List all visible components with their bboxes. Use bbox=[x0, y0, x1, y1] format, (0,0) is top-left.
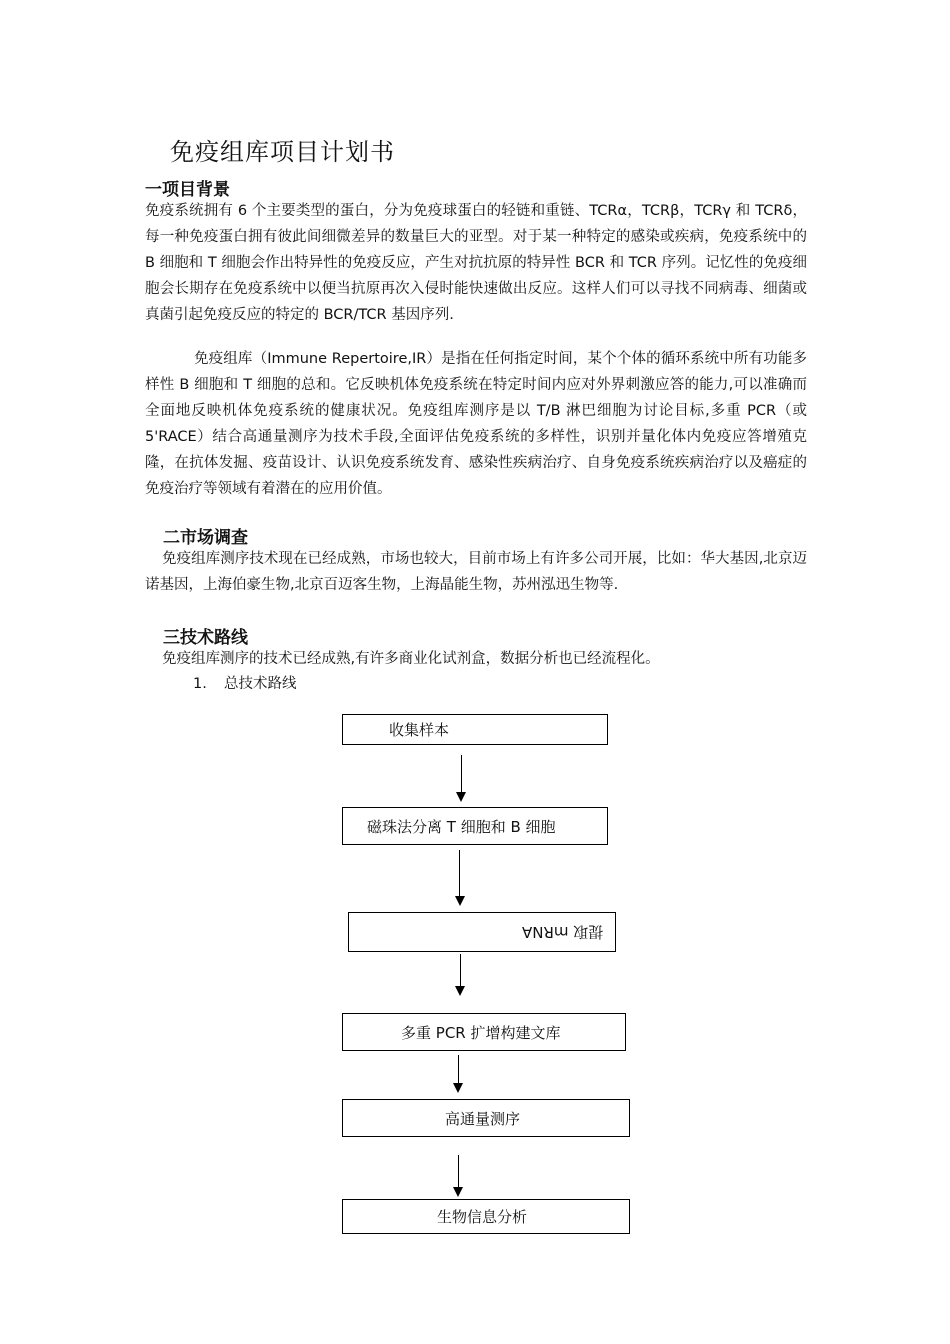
arrow-down-icon bbox=[455, 986, 465, 996]
arrow-down-icon bbox=[456, 792, 466, 802]
flow-arrow bbox=[461, 755, 462, 793]
section-heading-background: 一项目背景 bbox=[145, 180, 230, 200]
flow-step-bioinformatics-analysis bbox=[342, 1199, 630, 1234]
market-paragraph: 免疫组库测序技术现在已经成熟，市场也较大，目前市场上有许多公司开展，比如：华大基因,北京迈诺基因，上海伯豪生物,北京百迈客生物，上海晶能生物，苏州泓迅生物等. bbox=[145, 551, 807, 593]
flow-arrow bbox=[458, 1155, 459, 1187]
flow-step-label: 磁珠法分离 T 细胞和 B 细胞 bbox=[367, 817, 556, 836]
flow-step-label: 生物信息分析 bbox=[437, 1208, 528, 1226]
background-paragraph-2: 免疫组库（Immune Repertoire,IR）是指在任何指定时间，某个个体的循环系统中所有功能多样性 B 细胞和 T 细胞的总和。它反映机体免疫系统在特定时间内应对外界刺激应答的能力,可以准确而全面地反映机体免疫系统的健康状况。免疫组库测序是以 T/B 淋巴细胞为讨论目标,多重 PCR（或 5'RACE）结合高通量测序为技术手段,全面评估免疫系统的多样性，识别并量化体内免疫应答增殖克隆，在抗体发掘、疫苗设计、认识免疫系统发育、感染性疾病治疗、自身免疫系统疾病治疗以及癌症的免疫治疗等领域有着潜在的应用价值。 bbox=[145, 351, 807, 497]
list-item-number: 1. bbox=[193, 676, 207, 692]
flow-arrow bbox=[459, 850, 460, 896]
flow-step-label: 收集样本 bbox=[389, 721, 450, 739]
flow-step-bead-separation bbox=[342, 807, 608, 845]
arrow-down-icon bbox=[453, 1187, 463, 1197]
section-heading-technical-route: 三技术路线 bbox=[163, 628, 248, 648]
list-item-overall-route: 总技术路线 bbox=[224, 676, 297, 692]
arrow-down-icon bbox=[453, 1083, 463, 1093]
section-heading-market: 二市场调查 bbox=[163, 528, 248, 548]
flow-arrow bbox=[458, 1055, 459, 1083]
flow-step-extract-mrna bbox=[348, 912, 616, 952]
flow-arrow bbox=[460, 954, 461, 986]
flow-step-multiplex-pcr bbox=[342, 1013, 626, 1051]
background-paragraph-1: 免疫系统拥有 6 个主要类型的蛋白，分为免疫球蛋白的轻链和重链、TCRα，TCRβ，TCRγ 和 TCRδ，每一种免疫蛋白拥有彼此间细微差异的数量巨大的亚型。对于某一种特定的感染或疾病，免疫系统中的 B 细胞和 T 细胞会作出特异性的免疫反应，产生对抗抗原的特异性 BCR 和 TCR 序列。记忆性的免疫细胞会长期存在免疫系统中以便当抗原再次入侵时能快速做出反应。这样人们可以寻找不同病毒、细菌或真菌引起免疫反应的特定的 BCR/TCR 基因序列. bbox=[145, 203, 807, 323]
document-title: 免疫组库项目计划书 bbox=[170, 138, 395, 166]
flow-step-label: 多重 PCR 扩增构建文库 bbox=[401, 1023, 561, 1042]
flow-step-collect-sample bbox=[342, 714, 608, 745]
flow-step-high-throughput-sequencing bbox=[342, 1099, 630, 1137]
flow-step-label: 提取 mRNA bbox=[521, 922, 603, 941]
arrow-down-icon bbox=[455, 896, 465, 906]
technical-paragraph: 免疫组库测序的技术已经成熟,有许多商业化试剂盒，数据分析也已经流程化。 bbox=[162, 651, 660, 667]
flow-step-label: 高通量测序 bbox=[445, 1109, 521, 1128]
